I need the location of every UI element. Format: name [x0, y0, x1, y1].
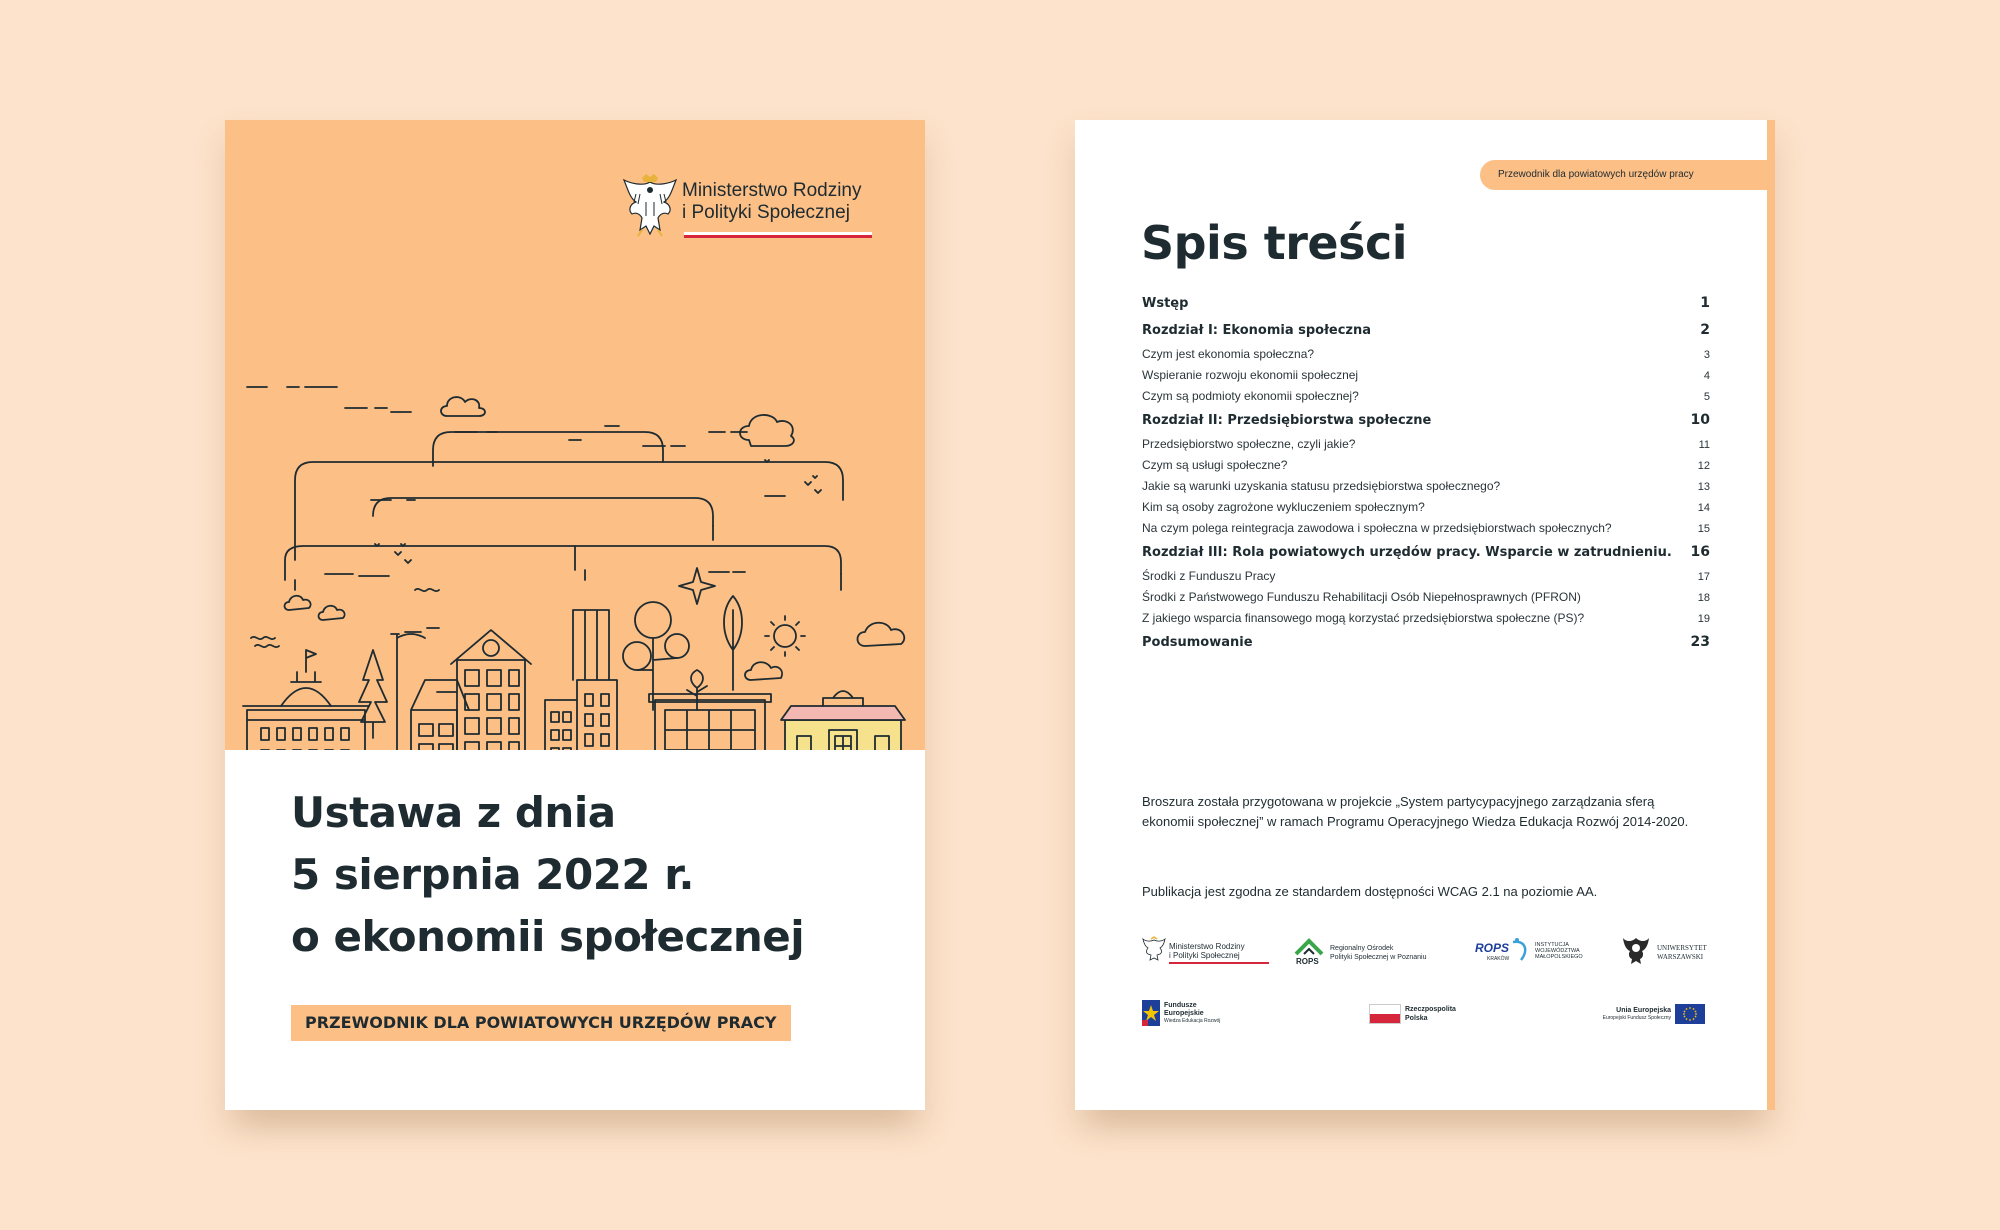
- toc-entry[interactable]: [1142, 539, 1710, 566]
- header-tab: Przewodnik dla powiatowych urzędów pracy: [1480, 160, 1775, 190]
- toc-entry[interactable]: [1142, 629, 1710, 656]
- logo-rops-poznan-line1: Regionalny Ośrodek: [1330, 945, 1394, 952]
- toc-entry-label: Czym jest ekonomia społeczna?: [1142, 347, 1315, 361]
- toc-entry-label: Rozdział I: Ekonomia społeczna: [1142, 323, 1372, 338]
- toc-entry-page: 2: [1700, 322, 1710, 338]
- toc-entry-page: 19: [1697, 613, 1710, 625]
- logo-unia-europejska: [1593, 1004, 1713, 1028]
- toc-entry-label: Czym są podmioty ekonomii społecznej?: [1142, 389, 1359, 403]
- logo-rp-line1: Rzeczpospolita: [1405, 1006, 1456, 1013]
- toc-page: [1075, 120, 1775, 1110]
- toc-entry-label: Rozdział II: Przedsiębiorstwa społeczne: [1142, 413, 1432, 428]
- toc-entry-page: 10: [1690, 412, 1710, 428]
- logo-uw-line2: WARSZAWSKI: [1657, 953, 1704, 961]
- toc-entry-page: 23: [1690, 634, 1710, 650]
- toc-entry-page: 14: [1697, 502, 1710, 514]
- logo-rops-krakow: [1475, 936, 1605, 968]
- logo-rops-krakow-line3: MAŁOPOLSKIEGO: [1535, 954, 1583, 960]
- toc-entry[interactable]: [1142, 290, 1710, 317]
- toc-entry-page: 15: [1697, 523, 1710, 535]
- eagle-icon: [1142, 936, 1166, 964]
- polish-flag-stripe: [684, 232, 872, 238]
- toc-entry-label: Na czym polega reintegracja zawodowa i społeczna w przedsiębiorstwach społecznych?: [1142, 521, 1612, 535]
- cover-title-line1: Ustawa z dnia: [291, 788, 616, 837]
- toc-entry-label: Przedsiębiorstwo społeczne, czyli jakie?: [1142, 437, 1356, 451]
- toc-entry[interactable]: [1142, 566, 1710, 587]
- logo-rops-poznan-mark: ROPS: [1296, 957, 1319, 966]
- rops-swoosh-icon: [1511, 936, 1531, 964]
- toc-entry-label: Środki z Funduszu Pracy: [1142, 569, 1276, 583]
- toc-entry[interactable]: [1142, 608, 1710, 629]
- logo-fe-line3: Wiedza Edukacja Rozwój: [1164, 1018, 1221, 1024]
- logo-rzeczpospolita-polska: [1369, 1004, 1479, 1028]
- logo-rops-krakow-line2: WOJEWÓDZTWA: [1535, 948, 1580, 954]
- toc-entry[interactable]: [1142, 497, 1710, 518]
- logo-fe-line1: Fundusze: [1164, 1002, 1197, 1009]
- uw-eagle-icon: [1621, 934, 1651, 966]
- toc-entry-page: 18: [1697, 592, 1710, 604]
- city-line-illustration: [225, 250, 925, 750]
- accessibility-note: Publikacja jest zgodna ze standardem dostępności WCAG 2.1 na poziomie AA.: [1142, 884, 1598, 899]
- logo-rops-krakow-mark: ROPS: [1475, 941, 1510, 955]
- ministry-name: [682, 180, 862, 224]
- toc-entry[interactable]: [1142, 476, 1710, 497]
- polish-flag-icon: [1369, 1004, 1401, 1024]
- rops-roof-icon: [1294, 938, 1324, 956]
- toc-entry-label: Z jakiego wsparcia finansowego mogą korzystać przedsiębiorstwa społeczne (PS)?: [1142, 611, 1585, 625]
- cover-title-line2: 5 sierpnia 2022 r.: [291, 850, 694, 899]
- cover-subtitle-badge: PRZEWODNIK DLA POWIATOWYCH URZĘDÓW PRACY: [291, 1005, 791, 1041]
- logo-ue-line1: Unia Europejska: [1616, 1007, 1671, 1014]
- toc-entry-label: Jakie są warunki uzyskania statusu przedsiębiorstwa społecznego?: [1142, 479, 1501, 493]
- ministry-name-line1: Ministerstwo Rodziny: [682, 180, 862, 201]
- toc-entry[interactable]: [1142, 365, 1710, 386]
- logo-rops-poznan: [1294, 938, 1444, 968]
- toc-entry[interactable]: [1142, 518, 1710, 539]
- toc-entry-page: 1: [1700, 295, 1710, 311]
- fe-star-icon: [1142, 1000, 1160, 1026]
- toc-entry-label: Wspieranie rozwoju ekonomii społecznej: [1142, 368, 1359, 382]
- toc-entry[interactable]: [1142, 344, 1710, 365]
- toc-entry-page: 4: [1703, 370, 1710, 382]
- toc-entry-page: 5: [1703, 391, 1710, 403]
- project-note: Broszura została przygotowana w projekcie „System partycypacyjnego zarządzania sferą ekonomii społecznej” w ramach Programu Operacyjnego Wiedza Edukacja Rozwój 2014-2020.: [1142, 794, 1689, 829]
- toc-heading: Spis treści: [1141, 216, 1408, 270]
- logo-mrips: [1142, 936, 1272, 966]
- ministry-logo: [620, 172, 920, 244]
- toc-list: [1142, 290, 1710, 656]
- logo-mrips-line2: i Polityki Społecznej: [1169, 951, 1240, 960]
- toc-entry[interactable]: [1142, 317, 1710, 344]
- logo-rops-poznan-line2: Polityki Społecznej w Poznaniu: [1330, 954, 1427, 961]
- toc-entry-page: 13: [1697, 481, 1710, 493]
- toc-entry-page: 11: [1698, 439, 1710, 451]
- logo-rp-line2: Polska: [1405, 1015, 1428, 1022]
- eu-flag-icon: [1675, 1004, 1705, 1024]
- toc-entry-label: Rozdział III: Rola powiatowych urzędów pracy. Wsparcie w zatrudnieniu.: [1142, 545, 1672, 560]
- toc-entry-label: Środki z Państwowego Funduszu Rehabilitacji Osób Niepełnosprawnych (PFRON): [1142, 590, 1581, 604]
- toc-entry[interactable]: [1142, 587, 1710, 608]
- page-edge-accent: [1767, 120, 1775, 1110]
- toc-entry[interactable]: [1142, 434, 1710, 455]
- eagle-emblem-icon: [620, 172, 680, 238]
- logo-rops-krakow-city: KRAKÓW: [1487, 956, 1510, 962]
- toc-entry-page: 16: [1690, 544, 1710, 560]
- toc-entry-page: 3: [1703, 349, 1710, 361]
- toc-entry[interactable]: [1142, 407, 1710, 434]
- logo-fundusze-europejskie: [1142, 1000, 1262, 1030]
- toc-entry-page: 12: [1697, 460, 1710, 472]
- toc-entry-label: Czym są usługi społeczne?: [1142, 458, 1288, 472]
- toc-entry-page: 17: [1697, 571, 1710, 583]
- cover-page: [225, 120, 925, 1110]
- toc-entry-label: Podsumowanie: [1142, 635, 1253, 650]
- toc-entry-label: Wstęp: [1142, 296, 1189, 311]
- logo-uw: [1621, 934, 1731, 968]
- logo-rops-krakow-line1: INSTYTUCJA: [1535, 942, 1569, 948]
- cover-title-line3: o ekonomii społecznej: [291, 912, 805, 961]
- logo-mrips-line1: Ministerstwo Rodziny: [1169, 942, 1245, 951]
- toc-entry-label: Kim są osoby zagrożone wykluczeniem społecznym?: [1142, 500, 1425, 514]
- toc-entry[interactable]: [1142, 455, 1710, 476]
- logo-ue-line2: Europejski Fundusz Społeczny: [1602, 1015, 1671, 1021]
- logo-uw-line1: UNIWERSYTET: [1657, 944, 1707, 952]
- logo-fe-line2: Europejskie: [1164, 1010, 1204, 1017]
- toc-entry[interactable]: [1142, 386, 1710, 407]
- cover-title: [291, 782, 891, 968]
- ministry-name-line2: i Polityki Społecznej: [682, 202, 850, 223]
